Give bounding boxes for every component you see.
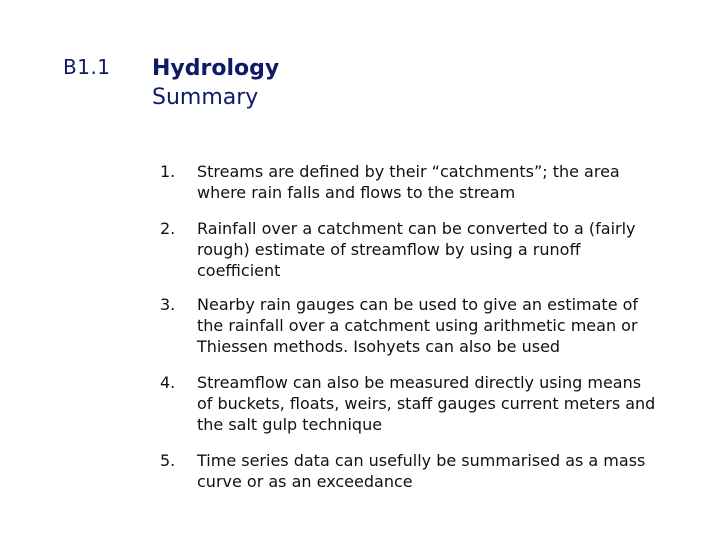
page-title: Hydrology	[152, 56, 280, 81]
section-code: B1.1	[63, 55, 111, 79]
summary-item	[160, 218, 660, 281]
item-number: 4.	[160, 373, 176, 392]
item-text: Rainfall over a catchment can be converted to a (fairly rough) estimate of streamflow by using a runoff coefficient	[197, 219, 636, 280]
item-text: Nearby rain gauges can be used to give an estimate of the rainfall over a catchment using arithmetic mean or Thiessen methods. Isohyets can also be used	[197, 295, 639, 356]
title-block	[152, 54, 279, 112]
item-number: 2.	[160, 219, 176, 238]
summary-item	[160, 294, 660, 357]
summary-list	[160, 161, 660, 492]
item-number: 5.	[160, 451, 176, 470]
item-number: 3.	[160, 295, 176, 314]
summary-item	[160, 450, 660, 492]
item-text: Streams are defined by their “catchments”; the area where rain falls and flows to the stream	[197, 162, 620, 202]
item-text: Time series data can usefully be summarised as a mass curve or as an exceedance	[197, 451, 646, 491]
item-number: 1.	[160, 162, 176, 181]
summary-item	[160, 372, 660, 435]
page-subtitle: Summary	[152, 85, 259, 110]
summary-item	[160, 161, 660, 203]
item-text: Streamflow can also be measured directly using means of buckets, floats, weirs, staff gauges current meters and the salt gulp technique	[197, 373, 656, 434]
